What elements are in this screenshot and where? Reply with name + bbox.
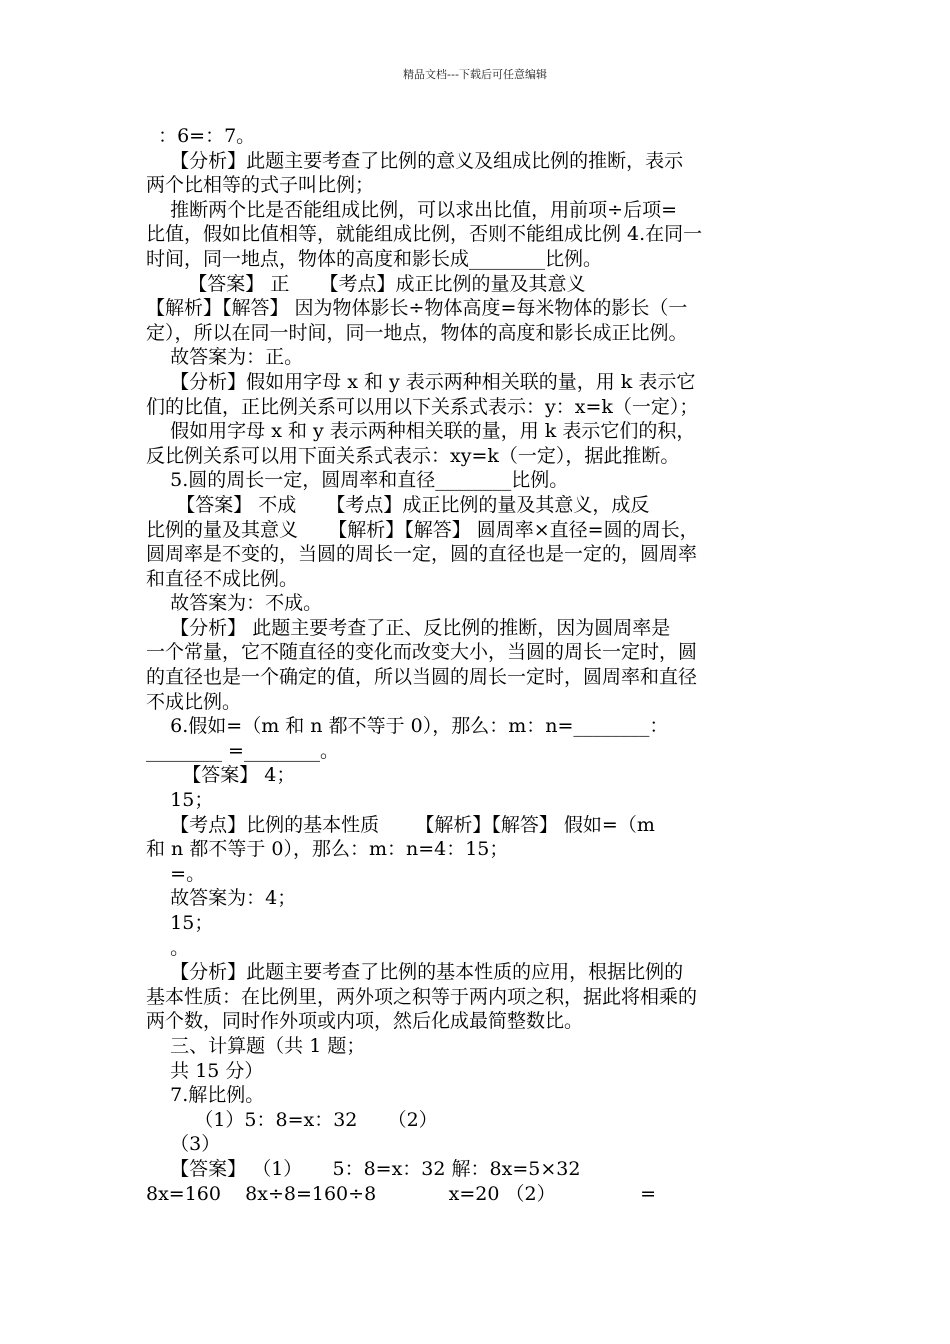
text-line: ________ =________。: [146, 739, 339, 762]
text-line: 三、计算题（共 1 题；: [146, 1034, 366, 1057]
text-line: 15；: [146, 912, 214, 934]
text-line: 6.假如=（m 和 n 都不等于 0），那么：m：n=________：: [146, 715, 669, 738]
text-line: 假如用字母 x 和 y 表示两种相关联的量，用 k 表示它们的积，: [146, 420, 696, 443]
text-line: 8x=160 8x÷8=160÷8 x=20 （2） =: [146, 1182, 657, 1205]
text-line: 7.解比例。: [146, 1084, 265, 1107]
text-line: 【考点】比例的基本性质 【解析】【解答】 假如=（m: [146, 813, 655, 836]
text-line: 比例的量及其意义 【解析】【解答】 圆周率×直径=圆的周长，: [146, 518, 699, 541]
text-line: 故答案为：4；: [146, 887, 297, 910]
text-line: 15；: [146, 789, 214, 812]
text-line: 【答案】 不成 【考点】成正比例的量及其意义，成反: [146, 493, 650, 516]
text-line: 【分析】 此题主要考查了正、反比例的推断，因为圆周率是: [146, 616, 671, 639]
text-line: 【分析】此题主要考查了比例的基本性质的应用，根据比例的: [146, 961, 684, 984]
text-line: 【分析】此题主要考查了比例的意义及组成比例的推断，表示: [146, 149, 684, 172]
text-line: 【解析】【解答】 因为物体影长÷物体高度=每米物体的影长（一: [146, 297, 688, 320]
text-line: 两个数，同时作外项或内项，然后化成最简整数比。: [146, 1010, 584, 1033]
text-line: 一个常量，它不随直径的变化而改变大小，当圆的周长一定时，圆: [146, 641, 698, 664]
text-line: 推断两个比是否能组成比例，可以求出比值，用前项÷后项=: [146, 198, 677, 221]
text-line: ：6=：7。: [146, 125, 256, 147]
text-line: 共 15 分）: [146, 1059, 264, 1082]
text-line: 定），所以在同一时间，同一地点，物体的高度和影长成正比例。: [146, 321, 688, 344]
text-line: 和直径不成比例。: [146, 567, 299, 590]
text-line: 【答案】 4；: [146, 764, 296, 787]
text-line: 【分析】假如用字母 x 和 y 表示两种相关联的量，用 k 表示它: [146, 370, 696, 393]
text-line: 的直径也是一个确定的值，所以当圆的周长一定时，圆周率和直径: [146, 666, 698, 689]
text-line: （1）5：8=x：32 （2）: [146, 1108, 438, 1131]
text-line: 们的比值，正比例关系可以用以下关系式表示：y：x=k（一定）；: [146, 395, 699, 418]
document-body: [146, 124, 810, 1206]
text-line: 故答案为：正。: [146, 346, 304, 369]
text-line: 基本性质：在比例里，两外项之积等于两内项之积，据此将相乘的: [146, 985, 698, 1008]
text-line: （3）: [146, 1133, 221, 1156]
text-line: 圆周率是不变的，当圆的周长一定，圆的直径也是一定的，圆周率: [146, 543, 698, 566]
text-line: 两个比相等的式子叫比例；: [146, 174, 375, 197]
text-line: 和 n 都不等于 0），那么：m：n=4：15；: [146, 838, 509, 861]
text-line: 【答案】 正 【考点】成正比例的量及其意义: [146, 272, 586, 295]
text-line: 。: [146, 936, 190, 959]
text-line: 不成比例。: [146, 690, 242, 713]
text-line: 【答案】 （1） 5：8=x：32 解：8x=5×32: [146, 1157, 581, 1180]
text-line: 反比例关系可以用下面关系式表示：xy=k（一定），据此推断。: [146, 444, 680, 467]
text-line: 时间，同一地点，物体的高度和影长成________比例。: [146, 247, 603, 270]
page-header: 精品文档---下载后可任意编辑: [403, 68, 547, 81]
text-line: =。: [146, 862, 206, 885]
text-line: 比值，假如比值相等，就能组成比例，否则不能组成比例 4.在同一: [146, 223, 703, 246]
text-line: 5.圆的周长一定，圆周率和直径________比例。: [146, 469, 569, 492]
text-line: 故答案为：不成。: [146, 592, 323, 615]
